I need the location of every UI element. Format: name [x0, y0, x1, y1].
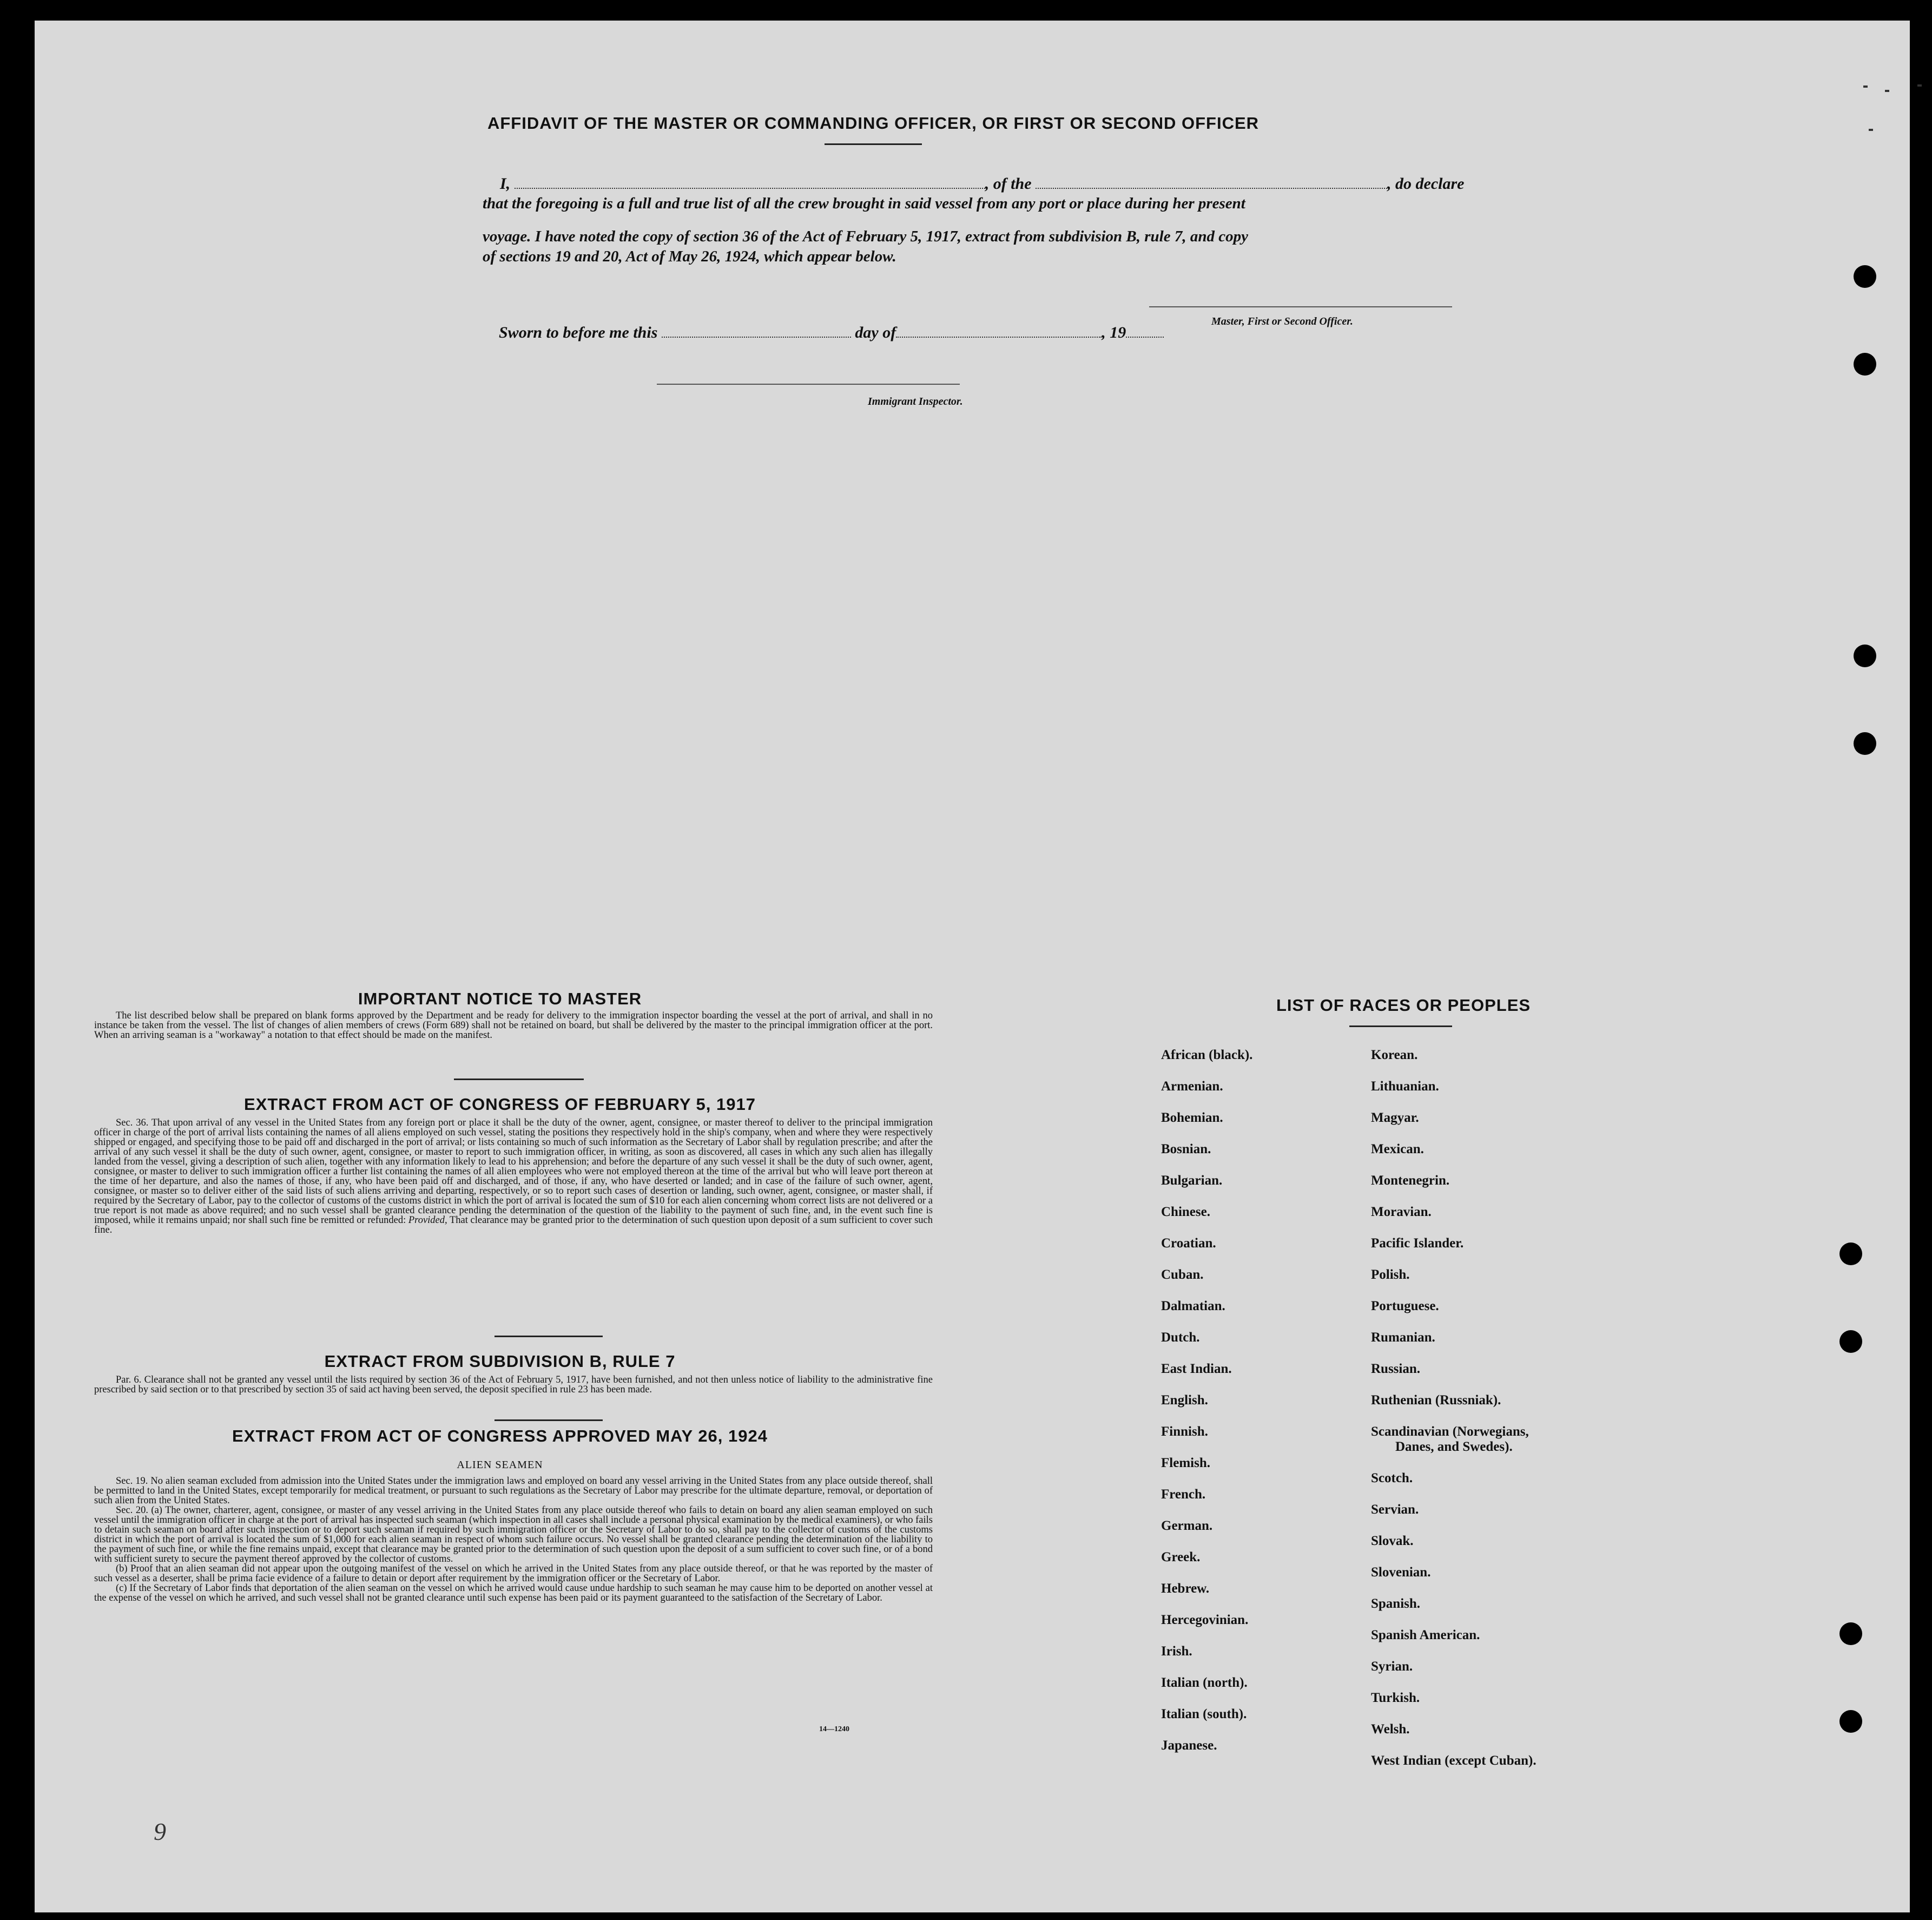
race-item: Lithuanian. [1371, 1079, 1439, 1094]
divider [1349, 1025, 1452, 1027]
divider [454, 1079, 584, 1080]
extract-1924-body [94, 1476, 933, 1603]
affidavit-line-2: that the foregoing is a full and true list of all the crew brought in said vessel from any port or place during her present [483, 195, 1245, 212]
race-item: Scandinavian (Norwegians, [1371, 1424, 1529, 1439]
race-item: Spanish. [1371, 1596, 1421, 1611]
punch-hole [1839, 1242, 1862, 1265]
races-left-column [1161, 1048, 1252, 1770]
race-item: Croatian. [1161, 1236, 1216, 1251]
race-item: Turkish. [1371, 1691, 1420, 1705]
race-item: Moravian. [1371, 1205, 1432, 1219]
race-item: Spanish American. [1371, 1628, 1480, 1642]
notice-title: IMPORTANT NOTICE TO MASTER [358, 989, 642, 1008]
notice-body: The list described below shall be prepared on blank forms approved by the Department and be ready for delivery to the immigration inspector boarding the vessel at the port of arrival, and shall in no instance be taken from the vessel. The list of changes of alien members of crews (Form 689) shall not be retained on board, but shall be delivered by the master to the principal immigration officer at the port. When an arriving seaman is a "workaway" a notation to that effect should be made on the manifest. [94, 1010, 933, 1041]
inspector-signature-line[interactable] [657, 384, 960, 385]
sec20c: (c) If the Secretary of Labor finds that deportation of the alien seaman on the vessel on which he arrived would cause undue hardship to such seaman he may cause him to be deported on another vessel at the expense of the vessel on which he arrived, and such vessel shall not be granted clearance until such expense has been paid or its payment guaranteed to the satisfaction of the Secretary of Labor. [94, 1583, 933, 1603]
divider [494, 1419, 603, 1421]
title-rule [825, 143, 922, 145]
race-item: Scotch. [1371, 1471, 1413, 1485]
vessel-field[interactable] [1036, 186, 1387, 189]
rule7-title: EXTRACT FROM SUBDIVISION B, RULE 7 [324, 1352, 676, 1371]
race-item: Italian (north). [1161, 1675, 1248, 1690]
sec19: Sec. 19. No alien seaman excluded from admission into the United States under the immigration laws and employed on board any vessel arriving in the United States from any place outside thereof, shall be permitted to land in the United States, except temporarily for medical treatment, or pursuant to such regulations as the Secretary of Labor may prescribe for the ultimate departure, removal, or deportation of such alien from the United States. [94, 1476, 933, 1506]
master-signature-line[interactable] [1149, 306, 1452, 307]
year-label: , 19 [1102, 324, 1126, 341]
race-item: Welsh. [1371, 1722, 1410, 1737]
punch-hole [1854, 265, 1876, 288]
i-label: I, [500, 175, 511, 193]
punch-hole [1839, 1622, 1862, 1645]
race-item: Servian. [1371, 1502, 1419, 1517]
sworn-label: Sworn to before me this [499, 324, 658, 341]
race-item: Cuban. [1161, 1267, 1204, 1282]
provided-word: Provided, [408, 1215, 447, 1226]
race-item: French. [1161, 1487, 1206, 1502]
races-right-column [1371, 1048, 1537, 1785]
race-item: Finnish. [1161, 1424, 1208, 1439]
race-item: Bohemian. [1161, 1110, 1223, 1125]
race-item: Bulgarian. [1161, 1173, 1223, 1188]
margin-pencil-mark: 9 [154, 1818, 166, 1845]
race-item: Montenegrin. [1371, 1173, 1450, 1188]
alien-seamen-subtitle: ALIEN SEAMEN [457, 1459, 543, 1471]
race-item: Danes, and Swedes). [1395, 1439, 1513, 1454]
extract-1917-title: EXTRACT FROM ACT OF CONGRESS OF FEBRUARY 5, 1917 [244, 1095, 756, 1114]
do-declare-label: , do declare [1387, 175, 1465, 193]
race-item: Slovak. [1371, 1534, 1414, 1548]
name-field[interactable] [515, 186, 985, 189]
race-item: Russian. [1371, 1362, 1421, 1376]
race-item: Korean. [1371, 1048, 1418, 1062]
affidavit-title: AFFIDAVIT OF THE MASTER OR COMMANDING OFFICER, OR FIRST OR SECOND OFFICER [487, 114, 1260, 133]
sec20a: Sec. 20. (a) The owner, charterer, agent, consignee, or master of any vessel arriving in the United States from any place outside thereof who fails to detain on board any alien seaman employed on such vessel until the immigration officer in charge at the port of arrival has inspected such seaman (which inspection in all cases shall include a personal physical examination by the medical examiners), or who fails to detain such seaman on board after such inspection or to deport such seaman if required by such immigration officer or the Secretary of Labor to do so, shall pay to the collector of customs of the customs district in which the port of arrival is located the sum of $1,000 for each alien seaman in respect of whom such failure occurs. No vessel shall be granted clearance pending the determination of the liability to the payment of such fine, or while the fine remains unpaid, except that clearance may be granted prior to the determination of such question upon the deposit of a sum sufficient to cover such fine, or of a bond with sufficient surety to secure the payment thereof approved by the collector of customs. [94, 1505, 933, 1564]
speck [1885, 90, 1889, 92]
extract-1917-body [94, 1118, 933, 1235]
races-title: LIST OF RACES OR PEOPLES [1276, 996, 1531, 1015]
sworn-line [499, 324, 1164, 342]
sec20b: (b) Proof that an alien seaman did not appear upon the outgoing manifest of the vessel on which he arrived in the United States from any place outside thereof, or that he was reported by the master of such vessel as a deserter, shall be prima facie evidence of a failure to detain or deport after requirement by the immigration officer or the Secretary of Labor. [94, 1563, 933, 1584]
race-item: Flemish. [1161, 1456, 1210, 1470]
race-item: Syrian. [1371, 1659, 1413, 1674]
race-item: English. [1161, 1393, 1208, 1408]
extract-1917-text-end: That clearance may be granted prior to the determination of such question upon deposit of a sum sufficient to cover such fine. [94, 1215, 933, 1235]
race-item: Polish. [1371, 1267, 1410, 1282]
speck [1917, 84, 1922, 87]
extract-1924-title: EXTRACT FROM ACT OF CONGRESS APPROVED MAY 26, 1924 [232, 1426, 768, 1445]
form-number: 14—1240 [819, 1725, 849, 1733]
race-item: Irish. [1161, 1644, 1192, 1659]
punch-hole [1839, 1710, 1862, 1733]
sworn-day-field[interactable] [662, 334, 851, 338]
race-item: Dutch. [1161, 1330, 1200, 1345]
day-of-label: day of [855, 324, 896, 341]
race-item: Armenian. [1161, 1079, 1223, 1094]
affidavit-line-1 [500, 175, 1528, 193]
rule7-body: Par. 6. Clearance shall not be granted any vessel until the lists required by section 36 of the Act of February 5, 1917, have been furnished, and not then unless notice of liability to the administrative fine prescribed by said section or to that prescribed by section 35 of said act having been served, the deposit specified in rule 23 has been made. [94, 1375, 933, 1395]
punch-hole [1854, 645, 1876, 667]
race-item: Slovenian. [1371, 1565, 1431, 1580]
of-the-label: , of the [985, 175, 1032, 193]
race-item: Chinese. [1161, 1205, 1210, 1219]
affidavit-line-4: of sections 19 and 20, Act of May 26, 1924, which appear below. [483, 248, 896, 265]
race-item: Bosnian. [1161, 1142, 1211, 1156]
sworn-month-field[interactable] [896, 334, 1102, 338]
punch-hole [1839, 1330, 1862, 1353]
race-item: Dalmatian. [1161, 1299, 1225, 1313]
race-item: Portuguese. [1371, 1299, 1439, 1313]
speck [1863, 86, 1868, 88]
punch-hole [1854, 353, 1876, 376]
race-item: Magyar. [1371, 1110, 1419, 1125]
extract-1917-text: Sec. 36. That upon arrival of any vessel in the United States from any foreign port or place it shall be the duty of the owner, agent, consignee, or master thereof to deliver to the principal immigration officer in charge of the port of arrival lists containing the names of all aliens employed on such vessel, stating the positions they respectively hold in the ship's company, when and where they were respectively shipped or engaged, and specifying those to be paid off and discharged in the port of arrival; or lists containing so much of such information as the Secretary of Labor shall by regulation prescribe; and after the arrival of any such vessel it shall be the duty of such owner, agent, consignee, or master to report to such immigration officer, in writing, as soon as discovered, all cases in which any such alien has illegally landed from the vessel, giving a description of such alien, together with any information likely to lead to his apprehension; and before the departure of any such vessel it shall be the duty of such owner, agent, consignee, or master to deliver to such immigration officer a further list containing the names of all alien employees who were not employed thereon at the time of the arrival but who will leave port thereon at the time of her departure, and also the names of those, if any, who have been paid off and discharged, and of those, if any, who have deserted or landed; and in case of the failure of such owner, agent, consignee, or master so to deliver either of the said lists of such aliens arriving and departing, respectively, or so to report such cases of desertion or landing, such owner, agent, consignee, or master shall, if required by the Secretary of Labor, pay to the collector of customs of the customs district in which the port of arrival is located the sum of $10 for each alien concerning whom correct lists are not delivered or a true report is not made as above required; and no such vessel shall be granted clearance pending the determination of the question of the liability to the payment of such fine, and, in the event such fine is imposed, while it remains unpaid; nor shall such fine be remitted or refunded: [94, 1117, 933, 1226]
race-item: Italian (south). [1161, 1707, 1247, 1721]
race-item: East Indian. [1161, 1362, 1232, 1376]
race-item: Japanese. [1161, 1738, 1217, 1753]
race-item: Rumanian. [1371, 1330, 1435, 1345]
master-signature-label: Master, First or Second Officer. [1211, 315, 1353, 327]
sworn-year-field[interactable] [1126, 334, 1164, 338]
race-item: Hebrew. [1161, 1581, 1210, 1596]
race-item: Pacific Islander. [1371, 1236, 1464, 1251]
inspector-label: Immigrant Inspector. [868, 396, 963, 407]
speck [1869, 129, 1873, 131]
race-item: Greek. [1161, 1550, 1201, 1564]
punch-hole [1854, 732, 1876, 755]
divider [494, 1336, 603, 1337]
document-page [35, 21, 1910, 1912]
race-item: West Indian (except Cuban). [1371, 1753, 1537, 1768]
affidavit-line-3: voyage. I have noted the copy of section 36 of the Act of February 5, 1917, extract from subdivision B, rule 7, and copy [483, 228, 1248, 245]
race-item: Ruthenian (Russniak). [1371, 1393, 1501, 1408]
race-item: African (black). [1161, 1048, 1253, 1062]
race-item: Hercegovinian. [1161, 1613, 1249, 1627]
race-item: German. [1161, 1518, 1213, 1533]
race-item: Mexican. [1371, 1142, 1424, 1156]
